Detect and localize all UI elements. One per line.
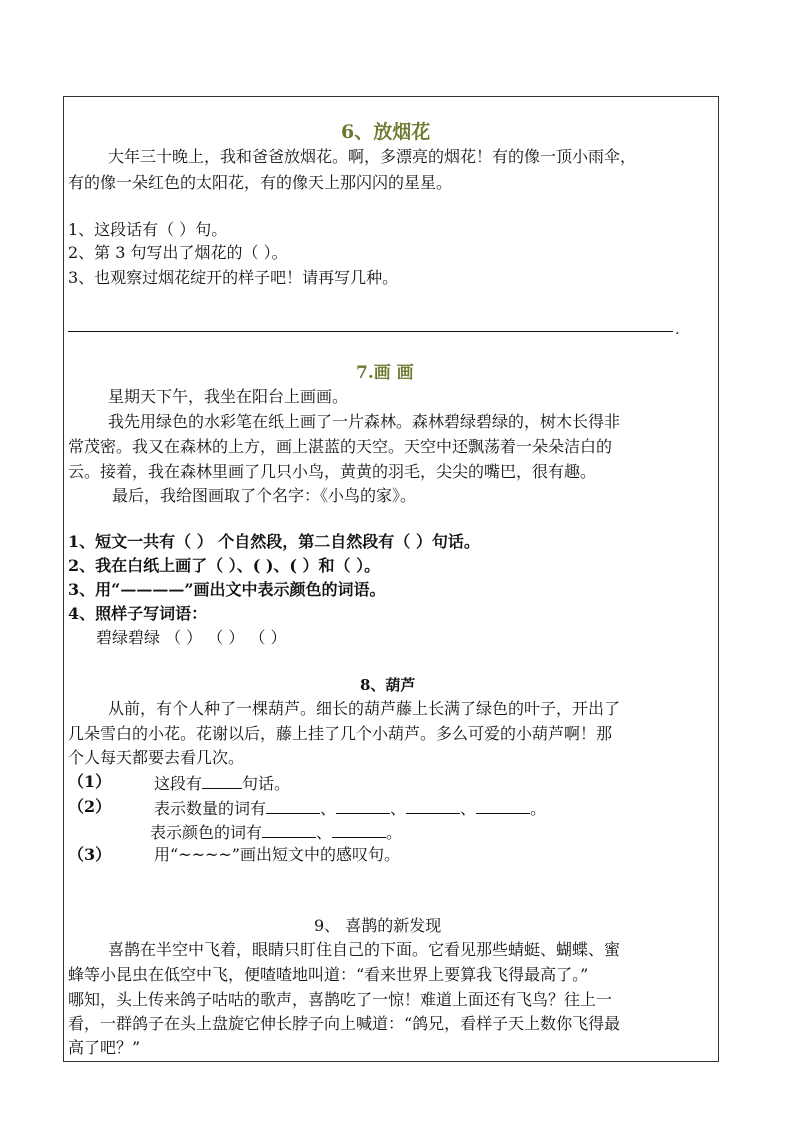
- section6-para-line: 有的像一朵红色的太阳花，有的像天上那闪闪的星星。: [68, 173, 453, 192]
- answer-blank[interactable]: [336, 797, 390, 814]
- section7-question-1: 1、短文一共有（ ） 个自然段，第二自然段有（ ）句话。: [68, 532, 480, 551]
- section9-para-line: 高了吧？”: [68, 1038, 141, 1057]
- section7-para-line: 云。接着，我在森林里画了几只小鸟，黄黄的羽毛，尖尖的嘴巴，很有趣。: [68, 462, 597, 481]
- section6-question-1: 1、这段话有（ ）句。: [68, 220, 228, 239]
- answer-blank[interactable]: [406, 797, 460, 814]
- section8-question-1-number: （1）: [68, 772, 112, 791]
- section9-para-line: 哪知，头上传来鸽子咕咕的歌声，喜鹊吃了一惊！难道上面还有飞鸟？往上一: [68, 990, 613, 1009]
- answer-blank[interactable]: [262, 821, 316, 838]
- period: 。: [530, 799, 547, 818]
- section8-question-1-text: 这段有: [154, 774, 203, 793]
- section8-question-2-text: 表示数量的词有: [154, 799, 267, 818]
- section7-title: 7.画 画: [356, 363, 414, 383]
- section6-para-line: 大年三十晚上，我和爸爸放烟花。啊，多漂亮的烟花！有的像一顶小雨伞，: [108, 147, 637, 166]
- section8-para-line: 几朵雪白的小花。花谢以后，藤上挂了几个小葫芦。多么可爱的小葫芦啊！那: [68, 724, 613, 743]
- answer-blank[interactable]: [332, 821, 386, 838]
- section9-para-line: 蜂等小昆虫在低空中飞，便喳喳地叫道：“看来世界上要算我飞得最高了。”: [68, 965, 589, 984]
- section9-para-line: 看，一群鸽子在头上盘旋它伸长脖子向上喊道：“鸽兄，看样子天上数你飞得最: [68, 1014, 621, 1033]
- section7-para-line: 最后，我给图画取了个名字：《小鸟的家》。: [112, 486, 417, 505]
- separator: 、: [390, 799, 407, 818]
- section9-title: 9、 喜鹊的新发现: [314, 916, 442, 935]
- answer-blank[interactable]: [266, 797, 320, 814]
- section7-question-4-example: 碧绿碧绿 （ ） （ ） （ ）: [96, 628, 287, 647]
- section8-para-line: 从前，有个人种了一棵葫芦。细长的葫芦藤上长满了绿色的叶子，开出了: [108, 699, 621, 718]
- section6-question-2: 2、第 3 句写出了烟花的（ ）。: [68, 243, 288, 262]
- section9-para-line: 喜鹊在半空中飞着，眼睛只盯住自己的下面。它看见那些蜻蜓、蝴蝶、蜜: [108, 940, 621, 959]
- section8-question-3: 用“~~~~”画出短文中的感叹句。: [154, 845, 400, 864]
- section7-question-3: 3、用“————”画出文中表示颜色的词语。: [68, 580, 386, 599]
- section8-question-2-number: （2）: [68, 797, 112, 816]
- section7-question-2: 2、我在白纸上画了（ ）、( )、( ）和（ ）。: [68, 556, 381, 575]
- section7-para-line: 星期天下午，我坐在阳台上画画。: [108, 387, 349, 406]
- section8-para-line: 个人每天都要去看几次。: [68, 748, 245, 767]
- answer-line-end: .: [675, 322, 680, 338]
- section7-question-4: 4、照样子写词语：: [68, 604, 208, 623]
- answer-line[interactable]: [68, 331, 673, 332]
- section8-title: 8、葫芦: [360, 676, 416, 694]
- separator: 、: [460, 799, 477, 818]
- section8-question-1-end: 句话。: [242, 774, 291, 793]
- section7-para-line: 常茂密。我又在森林的上方，画上湛蓝的天空。天空中还飘荡着一朵朵洁白的: [68, 437, 613, 456]
- section8-question-2b-text: 表示颜色的词有: [150, 823, 263, 842]
- section6-title: 6、放烟花: [341, 121, 431, 143]
- section8-question-2b: [150, 821, 402, 843]
- section8-question-1: [154, 772, 290, 794]
- answer-blank[interactable]: [476, 797, 530, 814]
- section8-question-3-number: （3）: [68, 845, 112, 864]
- section6-question-3: 3、也观察过烟花绽开的样子吧！请再写几种。: [68, 268, 399, 287]
- section8-question-2: [154, 797, 546, 819]
- separator: 、: [316, 823, 333, 842]
- section7-para-line: 我先用绿色的水彩笔在纸上画了一片森林。森林碧绿碧绿的，树木长得非: [108, 412, 621, 431]
- separator: 、: [320, 799, 337, 818]
- period: 。: [386, 823, 403, 842]
- answer-blank[interactable]: [202, 772, 242, 789]
